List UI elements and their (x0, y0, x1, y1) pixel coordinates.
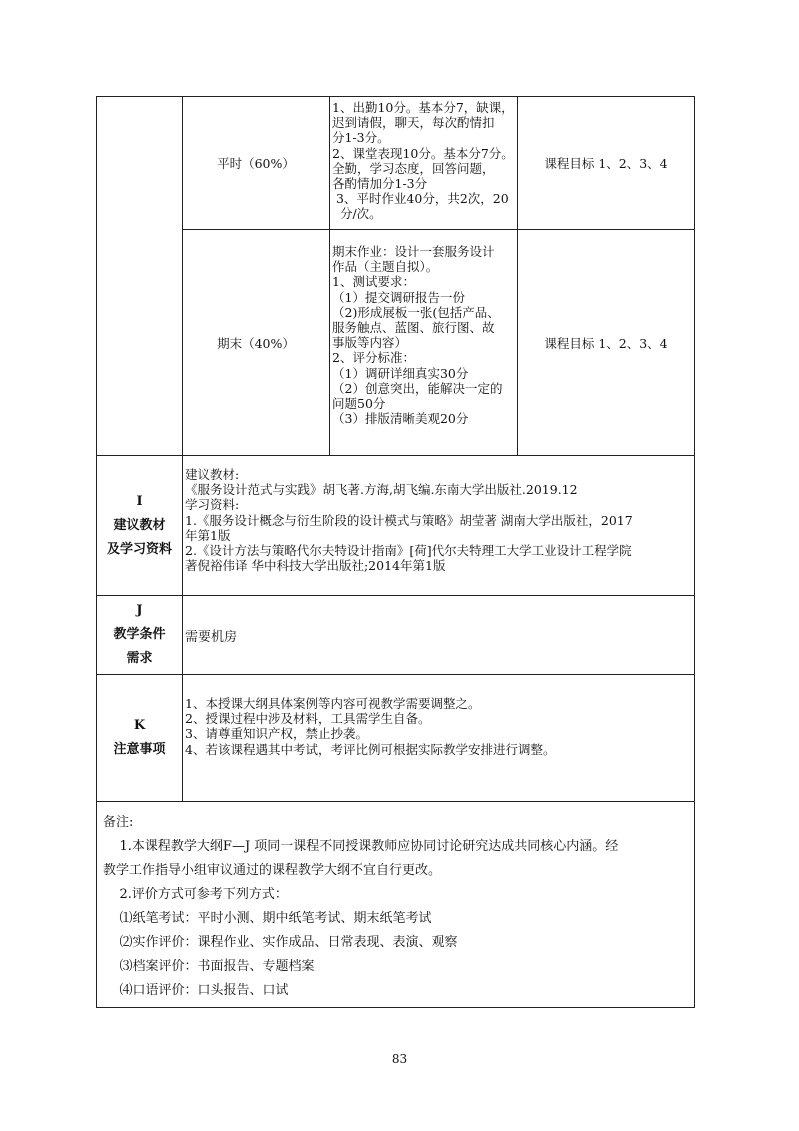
section-letter: I (136, 493, 143, 509)
assessment-type-label: 平时（60%） (217, 156, 295, 171)
content-line: （3）排版清晰美观20分 (332, 411, 469, 427)
content-line: 1.《服务设计概念与衍生阶段的设计模式与策略》胡莹著 湖南大学出版社，2017 (185, 512, 633, 528)
notes-line: ⑶档案评价：书面报告、专题档案 (103, 959, 315, 974)
content-line: 服务触点、蓝图、旅行图、故 (332, 320, 495, 336)
content-line: 事版等内容） (332, 335, 408, 351)
notes-heading: 备注: (103, 815, 134, 830)
content-line: 3、平时作业40分，共2次，20 (332, 191, 509, 207)
content-line: 年第1版 (185, 527, 231, 543)
section-letter: K (133, 718, 146, 733)
section-title-line: 建议教材 (113, 517, 166, 533)
section-title-line: 教学条件 (113, 627, 166, 642)
content-line: 1、本授课大纲具体案例等内容可视教学需要调整之。 (185, 696, 481, 711)
notes-line: 2.评价方式可参考下列方式： (103, 887, 288, 902)
section-title-line: 注意事项 (113, 742, 166, 757)
content-line: 2、课堂表现10分。基本分7分。 (332, 145, 514, 161)
content-line: 4、若该课程遇其中考试，考评比例可根据实际教学安排进行调整。 (185, 741, 556, 757)
assessment-target-final (517, 229, 695, 456)
notes-line: ⑷口语评价：口头报告、口试 (103, 983, 289, 998)
section-j-content (182, 595, 695, 675)
notes-line: 1.本课程教学大纲F—J 项同一课程不同授课教师应协同讨论研究达成共同核心内涵。经 (103, 839, 619, 854)
section-i-label (96, 455, 183, 596)
content-line: （2)形成展板一张(包括产品、 (332, 304, 500, 320)
section-title-line: 需求 (126, 651, 153, 666)
notes-line: ⑴纸笔考试：平时小测、期中纸笔考试、期末纸笔考试 (103, 911, 432, 926)
content-line: 1、出勤10分。基本分7，缺课， (332, 100, 514, 115)
content-line: （1）调研详细真实30分 (332, 365, 469, 381)
notes-line: 教学工作指导小组审议通过的课程教学大纲不宜自行更改。 (103, 863, 442, 878)
content-line: 各酌情加分1-3分 (332, 176, 428, 192)
content-line: （2）创意突出，能解决一定的 (332, 380, 503, 396)
assessment-content-regular (329, 96, 518, 230)
content-line: 著倪裕伟译 华中科技大学出版社;2014年第1版 (185, 558, 446, 574)
content-line: 分/次。 (332, 206, 382, 222)
assessment-content-final (329, 229, 518, 456)
section-title-line: 及学习资料 (106, 541, 172, 557)
course-target-label: 课程目标 1、2、3、4 (544, 156, 668, 171)
notes-line: ⑵实作评价：课程作业、实作成品、日常表现、表演、观察 (103, 935, 458, 950)
content-line: 2.《设计方法与策略代尔夫特设计指南》[荷]代尔夫特理工大学工业设计工程学院 (185, 543, 632, 559)
content-line: 建议教材: (185, 467, 240, 482)
content-line: 《服务设计范式与实践》胡飞著.方海,胡飞编.东南大学出版社.2019.12 (185, 482, 578, 498)
content-line: 1、测试要求： (332, 274, 415, 290)
assessment-type-final (182, 229, 330, 456)
notes-section (96, 801, 695, 1008)
content-line: 全勤，学习态度，回答问题， (332, 160, 495, 176)
section-k-label (96, 674, 183, 802)
assessment-target-regular (517, 96, 695, 230)
section-i-content (182, 455, 695, 596)
page-number: 83 (391, 1052, 408, 1066)
course-target-label: 课程目标 1、2、3、4 (544, 335, 668, 351)
content-line: 2、授课过程中涉及材料，工具需学生自备。 (185, 711, 431, 727)
content-line: 迟到请假，聊天，每次酌情扣 (332, 115, 495, 131)
assessment-type-regular (182, 96, 330, 230)
content-line: （1）提交调研报告一份 (332, 289, 465, 305)
content-line: 分1-3分。 (332, 130, 390, 146)
assessment-left-blank (96, 96, 183, 456)
content-line: 需要机房 (185, 630, 238, 645)
section-k-content (182, 674, 695, 802)
content-line: 3、请尊重知识产权，禁止抄袭。 (185, 726, 368, 742)
content-line: 问题50分 (332, 396, 386, 412)
assessment-type-label: 期末（40%） (217, 335, 295, 351)
section-letter: J (136, 603, 143, 618)
content-line: 作品（主题自拟）。 (332, 259, 439, 275)
content-line: 2、评分标准： (332, 350, 415, 366)
content-line: 学习资料: (185, 497, 240, 513)
section-j-label (96, 595, 183, 675)
content-line: 期末作业：设计一套服务设计 (332, 244, 495, 259)
